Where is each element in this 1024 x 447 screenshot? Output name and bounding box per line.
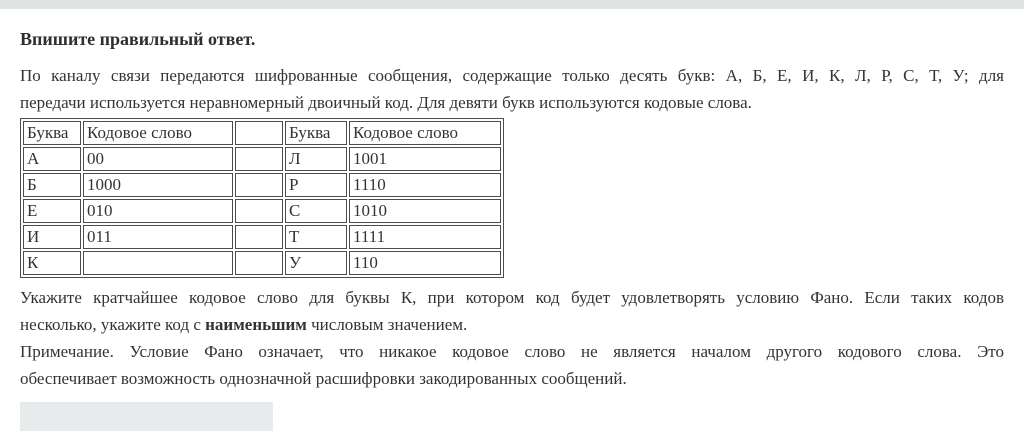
table-header-row <box>23 121 501 145</box>
table-cell <box>83 251 233 275</box>
table-cell: Р <box>285 173 347 197</box>
note-paragraph <box>20 338 1004 392</box>
table-cell: 1110 <box>349 173 501 197</box>
top-bar <box>0 0 1024 9</box>
table-cell: И <box>23 225 81 249</box>
table-cell <box>235 173 283 197</box>
table-row <box>23 199 501 223</box>
table-cell <box>235 147 283 171</box>
table-cell: 1010 <box>349 199 501 223</box>
table-cell <box>235 199 283 223</box>
table-cell: Т <box>285 225 347 249</box>
code-table <box>20 118 504 278</box>
table-cell <box>235 225 283 249</box>
task-line-2-bold: наименьшим <box>205 315 307 334</box>
table-row <box>23 225 501 249</box>
question-page <box>0 28 1024 431</box>
note-line-1: Примечание. Условие Фано означает, что никакое кодовое слово не является началом другого кодового слова. Это <box>20 342 1004 361</box>
table-cell: А <box>23 147 81 171</box>
table-header-cell: Буква <box>285 121 347 145</box>
intro-line-2: передачи используется неравномерный двоичный код. Для девяти букв используются кодовые слова. <box>20 93 752 112</box>
table-row <box>23 173 501 197</box>
table-header-cell: Кодовое слово <box>83 121 233 145</box>
table-row <box>23 251 501 275</box>
table-cell: Б <box>23 173 81 197</box>
table-header-cell: Буква <box>23 121 81 145</box>
table-cell: Е <box>23 199 81 223</box>
table-cell: 110 <box>349 251 501 275</box>
table-cell: 1001 <box>349 147 501 171</box>
task-line-2-suffix: числовым значением. <box>306 315 468 334</box>
task-line-2-prefix: несколько, укажите код с <box>20 315 206 334</box>
table-cell: У <box>285 251 347 275</box>
page-title: Впишите правильный ответ. <box>20 29 256 49</box>
table-cell <box>235 251 283 275</box>
table-cell: 1111 <box>349 225 501 249</box>
table-cell: С <box>285 199 347 223</box>
task-line-2 <box>20 311 1004 338</box>
table-cell: 1000 <box>83 173 233 197</box>
task-paragraph <box>20 284 1004 338</box>
table-row <box>23 147 501 171</box>
table-cell: К <box>23 251 81 275</box>
intro-line-1: По каналу связи передаются шифрованные сообщения, содержащие только десять букв: А, Б, Е, И, К, Л, Р, С, Т, У; для <box>20 66 1004 85</box>
table-header-cell: Кодовое слово <box>349 121 501 145</box>
task-line-1: Укажите кратчайшее кодовое слово для буквы К, при котором код будет удовлетворять условию Фано. Если таких кодов <box>20 288 1004 307</box>
answer-input[interactable] <box>20 402 273 431</box>
table-cell: 010 <box>83 199 233 223</box>
table-cell: 00 <box>83 147 233 171</box>
table-cell: Л <box>285 147 347 171</box>
table-header-cell <box>235 121 283 145</box>
note-line-2: обеспечивает возможность однозначной расшифровки закодированных сообщений. <box>20 369 627 388</box>
table-cell: 011 <box>83 225 233 249</box>
intro-paragraph <box>20 62 1004 116</box>
